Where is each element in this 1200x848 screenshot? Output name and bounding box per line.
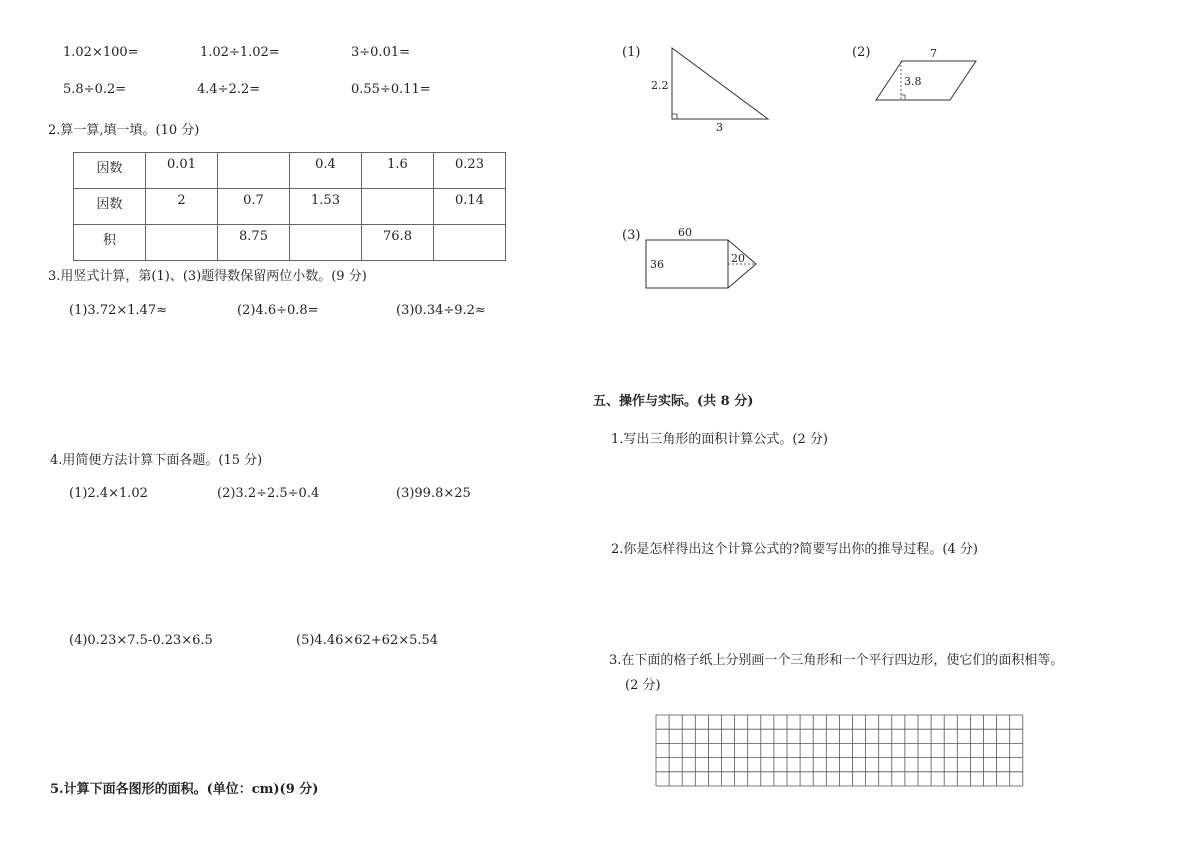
fig1-base-label: 3 (716, 121, 723, 134)
table-cell: 0.01 (146, 153, 218, 189)
q4-item-3: (3)99.8×25 (396, 486, 471, 501)
table-cell: 0.7 (218, 189, 290, 225)
fig3-height-label: 36 (650, 258, 664, 271)
table-cell: 0.14 (434, 189, 506, 225)
q3-item-2: (2)4.6÷0.8= (237, 303, 319, 318)
q3-item-1: (1)3.72×1.47≈ (69, 303, 168, 318)
table-cell: 76.8 (362, 225, 434, 261)
table-cell: 1.6 (362, 153, 434, 189)
table-cell: 2 (146, 189, 218, 225)
parallelogram (876, 61, 976, 100)
table-cell: 1.53 (290, 189, 362, 225)
table-cell: 0.23 (434, 153, 506, 189)
grid-paper[interactable] (656, 715, 1023, 786)
q4-item-4: (4)0.23×7.5-0.23×6.5 (69, 633, 213, 648)
table-cell: 积 (74, 225, 146, 261)
oral-5: 4.4÷2.2= (197, 82, 261, 97)
fig2-label: (2) (852, 45, 871, 60)
oral-3: 3÷0.01= (351, 45, 411, 60)
oral-2: 1.02÷1.02= (200, 45, 280, 60)
section5-q3-score: (2 分) (625, 678, 661, 693)
section5-q3: 3.在下面的格子纸上分别画一个三角形和一个平行四边形，使它们的面积相等。 (609, 653, 1064, 668)
q2-title: 2.算一算,填一填。(10 分) (48, 123, 200, 138)
table-cell: 因数 (74, 153, 146, 189)
oral-4: 5.8÷0.2= (63, 82, 127, 97)
q4-item-5: (5)4.46×62+62×5.54 (296, 633, 439, 648)
section5-q1: 1.写出三角形的面积计算公式。(2 分) (611, 432, 828, 447)
right-triangle (672, 48, 768, 119)
section5-title: 五、操作与实际。(共 8 分) (593, 394, 754, 409)
table-cell: 8.75 (218, 225, 290, 261)
q4-item-1: (1)2.4×1.02 (69, 486, 148, 501)
right-angle-mark (901, 95, 905, 100)
oral-6: 0.55÷0.11= (351, 82, 431, 97)
fig3-tri-label: 20 (731, 252, 745, 265)
fig1-height-label: 2.2 (651, 79, 669, 92)
section5-q2: 2.你是怎样得出这个计算公式的?简要写出你的推导过程。(4 分) (611, 542, 978, 557)
fig3-width-label: 60 (678, 226, 692, 239)
fig2-height-label: 3.8 (904, 75, 922, 88)
fig2-top-label: 7 (930, 47, 937, 60)
table-cell: 因数 (74, 189, 146, 225)
oral-1: 1.02×100= (63, 45, 139, 60)
q3-item-3: (3)0.34÷9.2≈ (396, 303, 486, 318)
q3-title: 3.用竖式计算，第(1)、(3)题得数保留两位小数。(9 分) (48, 269, 367, 284)
fig1-label: (1) (622, 45, 641, 60)
table-cell: 0.4 (290, 153, 362, 189)
q5-title: 5.计算下面各图形的面积。(单位：cm)(9 分) (50, 782, 319, 797)
fig3-label: (3) (622, 228, 641, 243)
right-angle-mark (672, 114, 677, 119)
q4-item-2: (2)3.2÷2.5÷0.4 (217, 486, 320, 501)
q4-title: 4.用简便方法计算下面各题。(15 分) (50, 453, 263, 468)
